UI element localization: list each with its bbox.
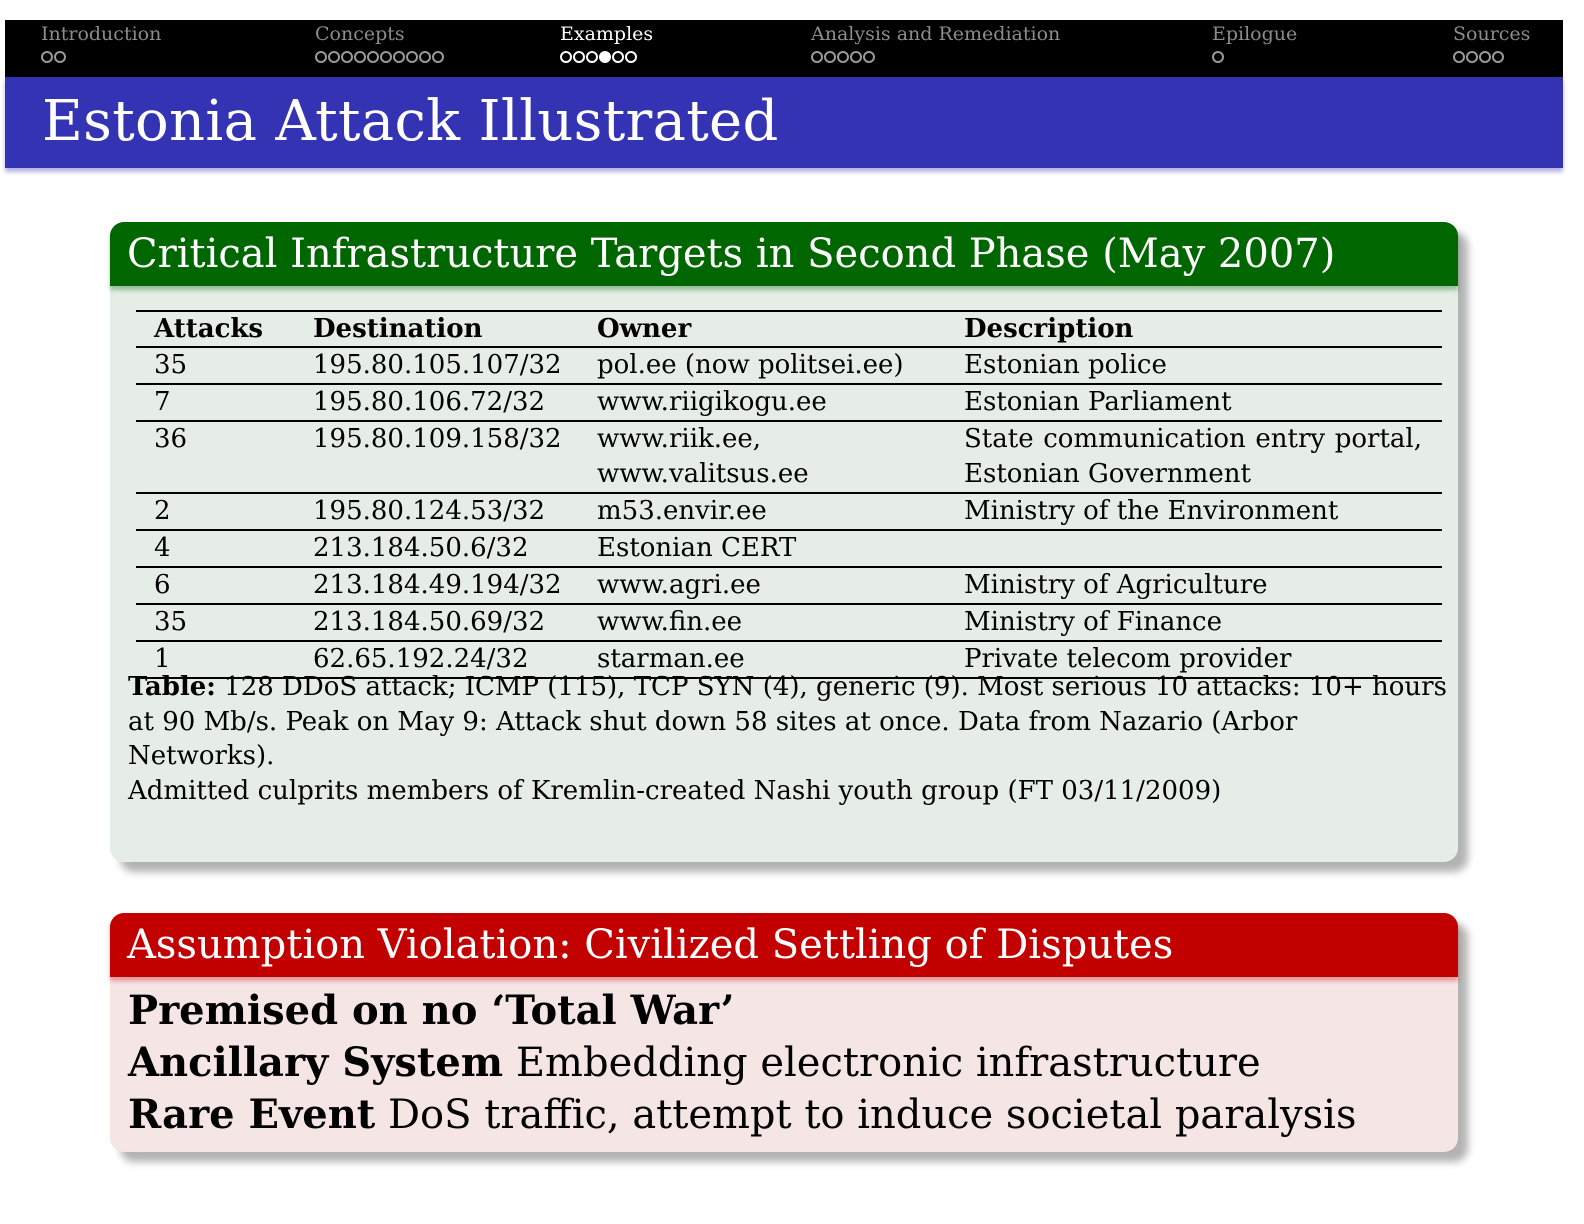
cell-owner: m53.envir.ee: [579, 493, 946, 530]
cell-owner: www.fin.ee: [579, 604, 946, 641]
cell-destination: 62.65.192.24/32: [295, 641, 579, 678]
slide-dot[interactable]: [341, 51, 353, 63]
slide-dot[interactable]: [837, 51, 849, 63]
slide-dot[interactable]: [380, 51, 392, 63]
cell-destination: 213.184.50.69/32: [295, 604, 579, 641]
slide-dot[interactable]: [1453, 51, 1465, 63]
nav-progress-dots: [560, 51, 653, 63]
cell-destination: 213.184.50.6/32: [295, 530, 579, 567]
slide-dot[interactable]: [586, 51, 598, 63]
title-bar: [5, 77, 1563, 168]
table-header-row: [136, 311, 1442, 347]
cell-owner: www.riigikogu.ee: [579, 384, 946, 421]
slide-dot[interactable]: [811, 51, 823, 63]
cell-owner: www.agri.ee: [579, 567, 946, 604]
targets-table: [136, 310, 1442, 679]
slide-dot[interactable]: [419, 51, 431, 63]
cell-owner: [579, 421, 946, 493]
cell-owner: Estonian CERT: [579, 530, 946, 567]
nav-section-epilogue[interactable]: [1212, 22, 1297, 63]
description-line: Estonian Government: [964, 459, 1251, 489]
cell-description: Ministry of the Environment: [946, 493, 1442, 530]
caption-text: at 90 Mb/s. Peak on May 9: Attack shut down 58 sites at once. Data from Nazario (Arbor Networks).: [128, 706, 1298, 771]
cell-owner: pol.ee (now politsei.ee): [579, 347, 946, 384]
nav-progress-dots: [811, 51, 1060, 63]
cell-attacks: 1: [136, 641, 295, 678]
cell-description: Ministry of Agriculture: [946, 567, 1442, 604]
assumption-text: DoS traffic, attempt to induce societal paralysis: [375, 1092, 1357, 1138]
slide-dot[interactable]: [315, 51, 327, 63]
assumption-violation-block: [110, 913, 1458, 1152]
slide-dot[interactable]: [328, 51, 340, 63]
table-row: [136, 530, 1442, 567]
slide-dot[interactable]: [406, 51, 418, 63]
table-row: [136, 604, 1442, 641]
section-navigation-bar: [5, 20, 1563, 77]
slide-dot[interactable]: [367, 51, 379, 63]
nav-section-label[interactable]: Introduction: [41, 23, 162, 45]
cell-attacks: 7: [136, 384, 295, 421]
slide-dot[interactable]: [625, 51, 637, 63]
slide-dot[interactable]: [41, 51, 53, 63]
slide-dot[interactable]: [393, 51, 405, 63]
cell-attacks: 2: [136, 493, 295, 530]
cell-destination: 195.80.109.158/32: [295, 421, 579, 493]
cell-attacks: 6: [136, 567, 295, 604]
cell-attacks: 4: [136, 530, 295, 567]
table-row: [136, 567, 1442, 604]
owner-line: www.valitsus.ee: [597, 459, 809, 489]
column-header-destination: Destination: [295, 311, 579, 347]
caption-text: 128 DDoS attack; ICMP (115), TCP SYN (4), generic (9). Most serious 10 attacks: 10+ hours: [215, 672, 1447, 702]
nav-progress-dots: [41, 51, 161, 63]
nav-section-label[interactable]: Sources: [1453, 23, 1531, 45]
nav-section-label[interactable]: Concepts: [315, 23, 405, 45]
slide-dot[interactable]: [863, 51, 875, 63]
slide-title: Estonia Attack Illustrated: [42, 89, 779, 154]
cell-description: Estonian Parliament: [946, 384, 1442, 421]
nav-section-analysis-remediation[interactable]: [811, 22, 1060, 63]
cell-destination: 213.184.49.194/32: [295, 567, 579, 604]
slide-dot[interactable]: [432, 51, 444, 63]
cell-destination: 195.80.106.72/32: [295, 384, 579, 421]
cell-description: Estonian police: [946, 347, 1442, 384]
nav-section-examples[interactable]: [560, 22, 653, 63]
cell-destination: 195.80.105.107/32: [295, 347, 579, 384]
cell-description: [946, 421, 1442, 493]
cell-attacks: 35: [136, 604, 295, 641]
owner-line: www.riik.ee,: [597, 424, 762, 454]
nav-progress-dots: [1212, 51, 1297, 63]
slide-dot[interactable]: [1492, 51, 1504, 63]
infrastructure-targets-block: [110, 222, 1458, 862]
assumption-term: Rare Event: [128, 1091, 376, 1138]
nav-section-label[interactable]: Epilogue: [1212, 23, 1298, 45]
assumption-item: [128, 1037, 1356, 1089]
caption-label: Table:: [128, 672, 216, 702]
slide-dot[interactable]: [573, 51, 585, 63]
table-caption: [128, 670, 1448, 808]
slide-dot[interactable]: [1212, 51, 1224, 63]
nav-section-introduction[interactable]: [41, 22, 161, 63]
description-line: [964, 422, 1422, 457]
slide-dot[interactable]: [560, 51, 572, 63]
column-header-owner: Owner: [579, 311, 946, 347]
block-heading: Assumption Violation: Civilized Settling of Disputes: [110, 913, 1458, 977]
cell-description: Private telecom provider: [946, 641, 1442, 678]
caption-text: Admitted culprits members of Kremlin-created Nashi youth group (FT 03/11/2009): [128, 775, 1222, 806]
nav-section-sources[interactable]: [1453, 22, 1530, 63]
nav-progress-dots: [1453, 51, 1530, 63]
description-text: State communication entry portal,: [964, 424, 1422, 454]
slide-dot[interactable]: [354, 51, 366, 63]
cell-description: Ministry of Finance: [946, 604, 1442, 641]
cell-owner: starman.ee: [579, 641, 946, 678]
slide-dot[interactable]: [850, 51, 862, 63]
cell-destination: 195.80.124.53/32: [295, 493, 579, 530]
table-row: [136, 347, 1442, 384]
cell-description: [946, 530, 1442, 567]
nav-section-label[interactable]: Analysis and Remediation: [811, 23, 1061, 45]
slide-dot[interactable]: [824, 51, 836, 63]
slide-dot[interactable]: [1479, 51, 1491, 63]
nav-section-concepts[interactable]: [315, 22, 444, 63]
assumption-term: Ancillary System: [128, 1039, 504, 1086]
cell-attacks: 35: [136, 347, 295, 384]
nav-section-label[interactable]: Examples: [560, 23, 654, 45]
current-slide-dot[interactable]: [599, 51, 611, 63]
slide-dot[interactable]: [612, 51, 624, 63]
nav-progress-dots: [315, 51, 444, 63]
assumption-body: [128, 985, 1356, 1141]
block-heading: Critical Infrastructure Targets in Second Phase (May 2007): [110, 222, 1458, 286]
assumption-item: [128, 1089, 1356, 1141]
premise-line: Premised on no ‘Total War’: [128, 987, 735, 1034]
cell-attacks: 36: [136, 421, 295, 493]
slide-dot[interactable]: [54, 51, 66, 63]
assumption-text: Embedding electronic infrastructure: [503, 1040, 1261, 1086]
table-row: [136, 493, 1442, 530]
table-row: [136, 421, 1442, 493]
slide-dot[interactable]: [1466, 51, 1478, 63]
column-header-description: Description: [946, 311, 1442, 347]
column-header-attacks: Attacks: [136, 311, 295, 347]
table-row: [136, 384, 1442, 421]
